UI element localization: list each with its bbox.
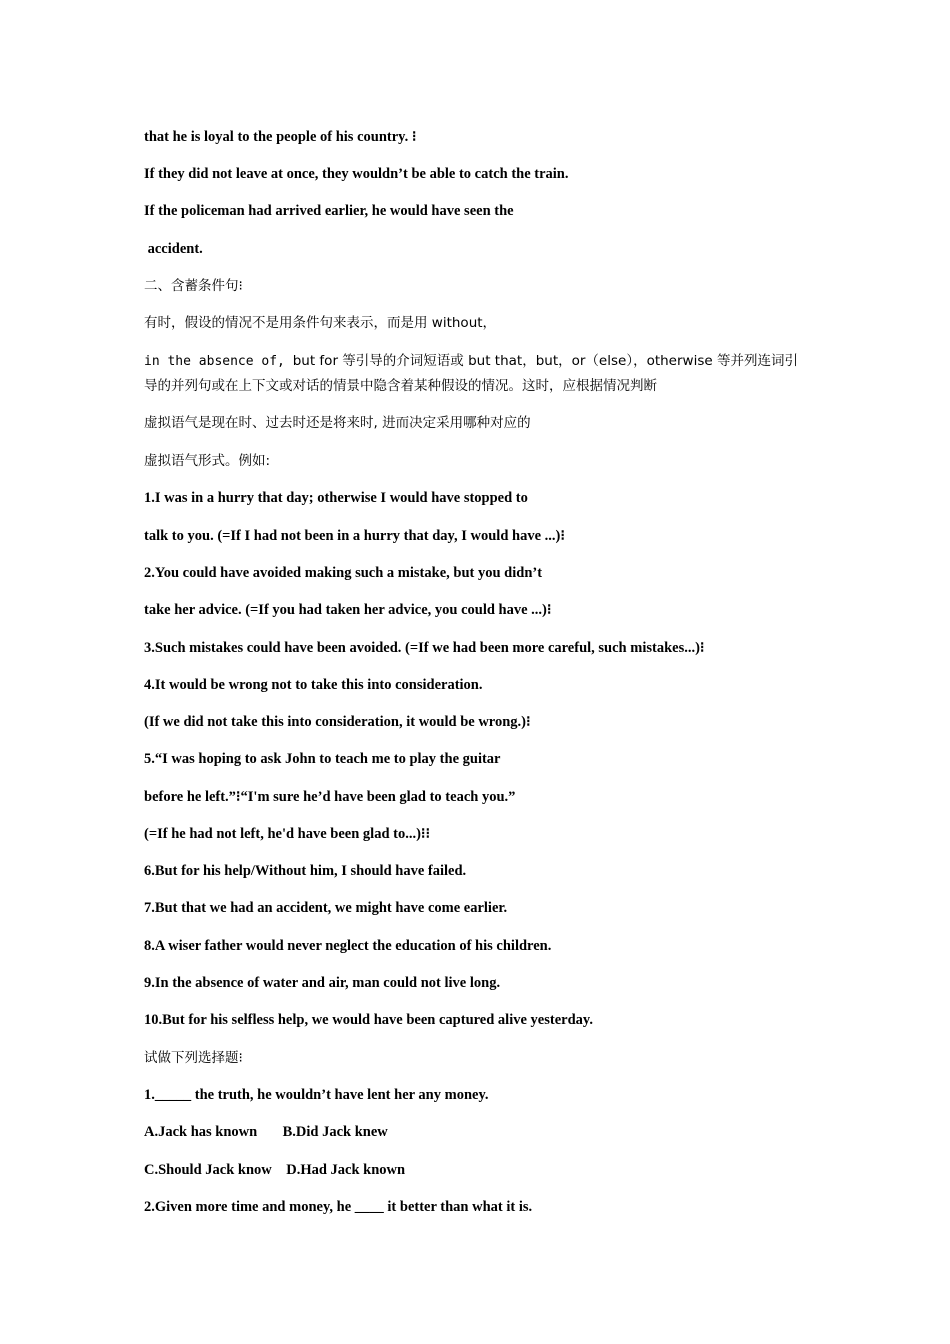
text-line: accident. (144, 241, 203, 257)
example-line: 4.It would be wrong not to take this into consideration. (144, 677, 483, 693)
text-line: 有时，假设的情况不是用条件句来表示，而是用 without， (144, 315, 497, 331)
text-paragraph (144, 349, 806, 398)
text-line: 虚拟语气形式。例如: (144, 453, 271, 469)
text-line: If they did not leave at once, they wouldn’t be able to catch the train. (144, 166, 569, 182)
text-span: but for 等引导的介词短语或 but that，but，or（else），otherwise 等并列连词引导的并列句或在上下文或对话的情景中隐含着某种假设的情况。这时，应根据情况判断 (144, 353, 798, 394)
text-line: If the policeman had arrived earlier, he would have seen the (144, 203, 514, 219)
example-line: 1.I was in a hurry that day; otherwise I would have stopped to (144, 490, 528, 506)
example-line: 8.A wiser father would never neglect the education of his children. (144, 938, 552, 954)
example-line: 9.In the absence of water and air, man could not live long. (144, 975, 501, 991)
example-line: take her advice. (=If you had taken her advice, you could have ...)⁝ (144, 602, 552, 618)
example-line: (=If he had not left, he'd have been glad to...)⁝⁝ (144, 826, 431, 842)
example-line: before he left.”⁝“I'm sure he’d have been glad to teach you.” (144, 789, 516, 805)
question-options: A.Jack has known B.Did Jack knew (144, 1124, 388, 1140)
question-line: 1._____ the truth, he wouldn’t have lent her any money. (144, 1087, 489, 1103)
section-heading: 试做下列选择题⁝ (144, 1050, 243, 1066)
question-line: 2.Given more time and money, he ____ it better than what it is. (144, 1199, 533, 1215)
example-line: talk to you. (=If I had not been in a hurry that day, I would have ...)⁝ (144, 528, 565, 544)
section-heading: 二、含蓄条件句⁝ (144, 278, 243, 294)
example-line: 3.Such mistakes could have been avoided. (=If we had been more careful, such mistakes...)⁝ (144, 640, 705, 656)
question-options: C.Should Jack know D.Had Jack known (144, 1162, 406, 1178)
text-line: that he is loyal to the people of his country. ⁝ (144, 129, 417, 145)
example-line: 5.“I was hoping to ask John to teach me to play the guitar (144, 751, 501, 767)
example-line: 2.You could have avoided making such a mistake, but you didn’t (144, 565, 543, 581)
text-span-mono: in the absence of, (144, 354, 293, 369)
example-line: 10.But for his selfless help, we would have been captured alive yesterday. (144, 1012, 593, 1028)
example-line: 7.But that we had an accident, we might have come earlier. (144, 900, 508, 916)
example-line: 6.But for his help/Without him, I should have failed. (144, 863, 467, 879)
text-line: 虚拟语气是现在时、过去时还是将来时, 进而决定采用哪种对应的 (144, 415, 531, 431)
example-line: (If we did not take this into consideration, it would be wrong.)⁝ (144, 714, 531, 730)
